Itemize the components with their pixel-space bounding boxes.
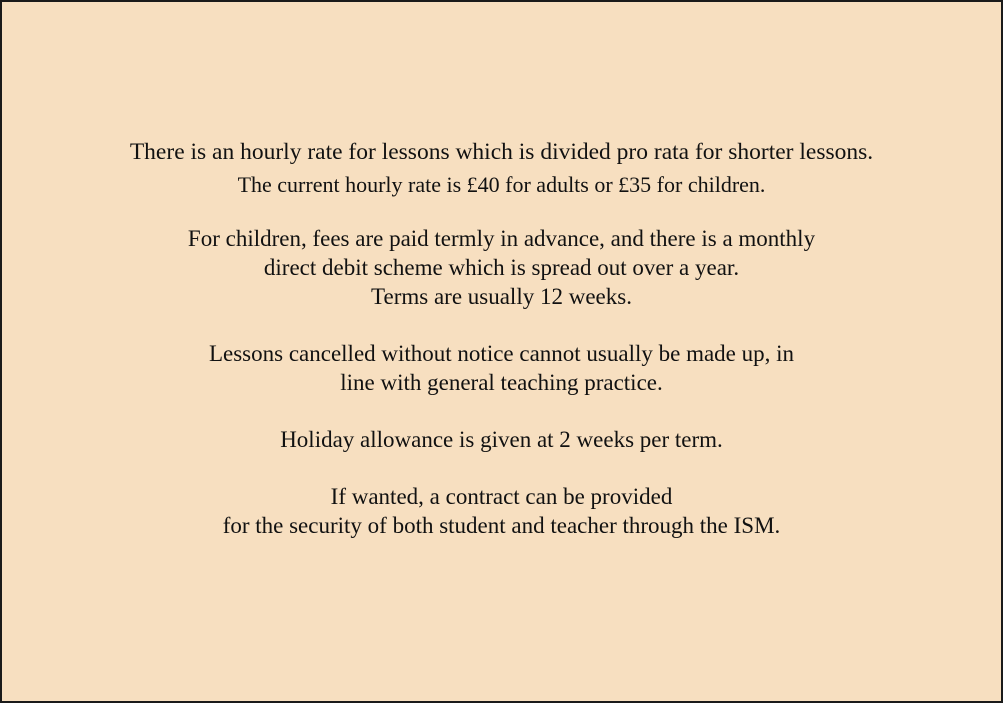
text-line: Terms are usually 12 weeks. bbox=[371, 284, 632, 309]
text-line: direct debit scheme which is spread out over a year. bbox=[263, 255, 740, 280]
text-line: For children, fees are paid termly in advance, and there is a monthly bbox=[187, 226, 816, 251]
text-line: for the security of both student and teacher through the ISM. bbox=[222, 513, 781, 538]
payment-terms-paragraph bbox=[2, 224, 1001, 311]
cancellation-paragraph bbox=[2, 339, 1001, 397]
text-line: Holiday allowance is given at 2 weeks per term. bbox=[280, 427, 723, 452]
text-line: If wanted, a contract can be provided bbox=[330, 484, 673, 509]
hourly-rate-paragraph bbox=[2, 137, 1001, 201]
text-line: The current hourly rate is £40 for adults or £35 for children. bbox=[237, 172, 766, 197]
text-line: Lessons cancelled without notice cannot usually be made up, in bbox=[208, 341, 795, 366]
fees-text bbox=[2, 137, 1001, 540]
text-line: line with general teaching practice. bbox=[340, 370, 663, 395]
text-line: There is an hourly rate for lessons which is divided pro rata for shorter lessons. bbox=[129, 139, 874, 165]
contract-paragraph bbox=[2, 482, 1001, 540]
holiday-paragraph bbox=[2, 425, 1001, 454]
